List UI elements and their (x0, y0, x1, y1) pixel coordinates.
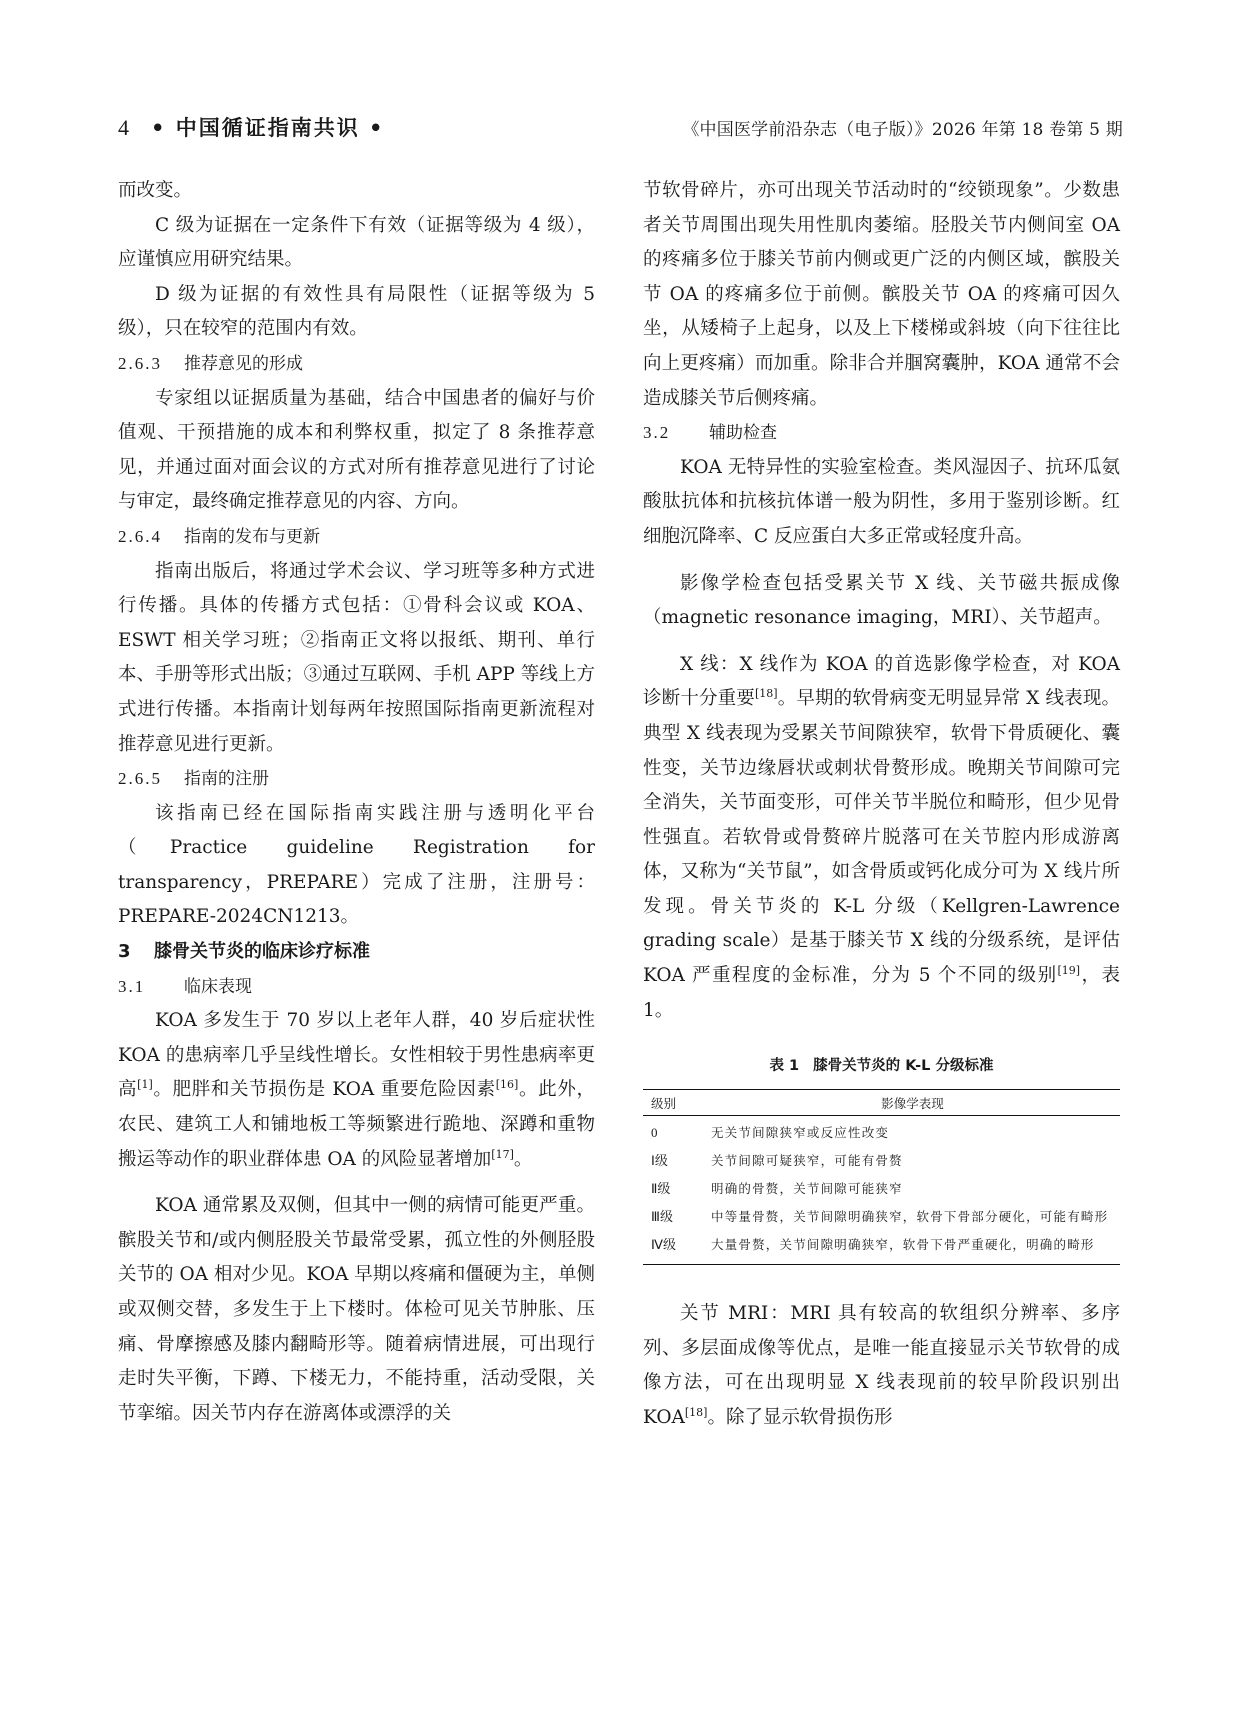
text-run: X 线：X 线作为 KOA 的首选影像学检查，对 KOA 诊断十分重要 (643, 653, 1120, 710)
text-run: KOA 多发生于 70 岁以上老年人群，40 岁后症状性 KOA 的患病率几乎呈线性增长。女性相较于男性患病率更高 (118, 1010, 595, 1101)
header-left (118, 112, 384, 142)
subsection-heading-2-6-4 (118, 520, 595, 555)
citation-ref: [1] (137, 1078, 153, 1092)
description-cell: 关节间隙可疑狭窄，可能有骨赘 (711, 1153, 903, 1169)
table-header-row (643, 1090, 1120, 1116)
column-header-imaging: 影像学表现 (705, 1090, 1120, 1116)
grade-cell: 0 (651, 1125, 658, 1141)
table-row (643, 1175, 1120, 1203)
subsection-heading-3-2 (643, 416, 1120, 451)
kl-grading-table (643, 1089, 1120, 1265)
column-title: • 中国循证指南共识 • (151, 116, 385, 140)
paragraph-grade-c: C 级为证据在一定条件下有效（证据等级为 4 级），应谨慎应用研究结果。 (118, 214, 595, 271)
paragraph-mri (643, 1297, 1120, 1435)
table-row (643, 1203, 1120, 1231)
section-number: 3.1 (118, 976, 146, 996)
grade-cell: Ⅲ级 (651, 1209, 673, 1225)
text-run: ，表 1。 (643, 965, 1120, 1021)
description-cell: 明确的骨赘，关节间隙可能狭窄 (711, 1181, 903, 1197)
paragraph-imaging-overview: 影像学检查包括受累关节 X 线、关节磁共振成像（magnetic resonance imaging，MRI）、关节超声。 (643, 572, 1120, 629)
text-run: 。 (513, 1148, 533, 1170)
text-run: 。此外，农民、建筑工人和铺地板工等频繁进行跪地、深蹲和重物搬运等动作的职业群体患 OA 的风险显著增加 (118, 1079, 595, 1170)
section-title: 推荐意见的形成 (184, 353, 303, 374)
subsection-heading-3-1 (118, 970, 595, 1005)
table-title: 膝骨关节炎的 K-L 分级标准 (813, 1058, 994, 1075)
citation-ref: [18] (754, 687, 778, 701)
citation-ref: [18] (684, 1405, 708, 1419)
section-title: 辅助检查 (709, 423, 777, 444)
table-row (643, 1116, 1120, 1148)
paragraph-registration: 该指南已经在国际指南实践注册与透明化平台（Practice guideline Registration for transparency，PREPARE）完成了注册，注册号：PREPARE-2024CN1213。 (118, 802, 595, 928)
subsection-heading-2-6-5 (118, 762, 595, 797)
section-heading-3 (118, 935, 595, 970)
paragraph-xray (643, 648, 1120, 1029)
page-number: 4 (118, 115, 129, 140)
paragraph-grade-d: D 级为证据的有效性具有局限性（证据等级为 5 级），只在较窄的范围内有效。 (118, 283, 595, 340)
section-title: 指南的发布与更新 (184, 526, 320, 547)
text-run: 。早期的软骨病变无明显异常 X 线表现。典型 X 线表现为受累关节间隙狭窄，软骨下骨质硬化、囊性变，关节边缘唇状或刺状骨赘形成。晚期关节间隙可完全消失，关节面变形，可伴关节半脱位和畸形，但少见骨性强直。若软骨或骨赘碎片脱落可在关节腔内形成游离体，又称为“关节鼠”，如含骨质或钙化成分可为 X 线片所发现。骨关节炎的 K-L 分级（Kellgren-Lawrence grading scale）是基于膝关节 X 线的分级系统，是评估 KOA 严重程度的金标准，分为 5 个不同的级别 (643, 688, 1120, 987)
journal-citation: 《中国医学前沿杂志（电子版）》2026 年第 18 卷第 5 期 (682, 120, 1123, 140)
column-header-grade: 级别 (643, 1090, 705, 1116)
paragraph-continued: 而改变。 (118, 180, 193, 201)
paragraph-recommendation-formation: 专家组以证据质量为基础，结合中国患者的偏好与价值观、干预措施的成本和利弊权重，拟定了 8 条推荐意见，并通过面对面会议的方式对所有推荐意见进行了讨论与审定，最终确定推荐意见的内容、方向。 (118, 387, 595, 513)
running-header (118, 112, 1123, 148)
subsection-heading-2-6-3 (118, 347, 595, 382)
grade-cell: Ⅱ级 (651, 1181, 671, 1197)
description-cell: 大量骨赘，关节间隙明确狭窄，软骨下骨严重硬化，明确的畸形 (711, 1237, 1095, 1253)
section-title: 膝骨关节炎的临床诊疗标准 (154, 941, 370, 963)
section-title: 指南的注册 (184, 769, 269, 790)
text-run: 关节 MRI：MRI 具有较高的软组织分辨率、多序列、多层面成像等优点，是唯一能直接显示关节软骨的成像方法，可在出现明显 X 线表现前的较早阶段识别出 KOA (643, 1303, 1120, 1429)
paragraph-lab-tests: KOA 无特异性的实验室检查。类风湿因子、抗环瓜氨酸肽抗体和抗核抗体谱一般为阴性，多用于鉴别诊断。红细胞沉降率、C 反应蛋白大多正常或轻度升高。 (643, 456, 1120, 547)
paragraph-clinical-signs: KOA 通常累及双侧，但其中一侧的病情可能更严重。髌股关节和/或内侧胫股关节最常受累，孤立性的外侧胫股关节的 OA 相对少见。KOA 早期以疼痛和僵硬为主，单侧或双侧交替，多发生于上下楼时。体检可见关节肿胀、压痛、骨摩擦感及膝内翻畸形等。随着病情进展，可出现行走时失平衡，下蹲、下楼无力，不能持重，活动受限，关节挛缩。因关节内存在游离体或漂浮的关 (118, 1195, 595, 1424)
paragraph-epidemiology (118, 1004, 595, 1177)
grade-cell: Ⅰ级 (651, 1153, 668, 1169)
description-cell: 中等量骨赘，关节间隙明确狭窄，软骨下骨部分硬化，可能有畸形 (711, 1209, 1109, 1225)
citation-ref: [19] (1057, 963, 1081, 977)
section-title: 临床表现 (184, 976, 252, 997)
section-number: 2.6.4 (118, 526, 162, 546)
text-run: 。肥胖和关节损伤是 KOA 重要危险因素 (152, 1079, 496, 1101)
paragraph-publication-update: 指南出版后，将通过学术会议、学习班等多种方式进行传播。具体的传播方式包括：①骨科会议或 KOA、ESWT 相关学习班；②指南正文将以报纸、期刊、单行本、手册等形式出版；③通过互联网、手机 APP 等线上方式进行传播。本指南计划每两年按照国际指南更新流程对推荐意见进行更新。 (118, 560, 595, 755)
table-row (643, 1231, 1120, 1265)
text-run: 。除了显示软骨损伤形 (707, 1407, 893, 1429)
description-cell: 无关节间隙狭窄或反应性改变 (711, 1125, 890, 1141)
table-caption (643, 1054, 1120, 1075)
grade-cell: Ⅳ级 (651, 1237, 676, 1253)
citation-ref: [16] (495, 1078, 519, 1092)
section-number: 3.2 (643, 423, 671, 443)
table-row (643, 1147, 1120, 1175)
section-number: 2.6.5 (118, 769, 162, 789)
table-number: 表 1 (769, 1058, 800, 1075)
left-column (118, 174, 595, 1431)
section-number: 3 (118, 941, 131, 963)
right-column (643, 174, 1120, 1436)
section-number: 2.6.3 (118, 353, 162, 373)
paragraph-continued: 节软骨碎片，亦可出现关节活动时的“绞锁现象”。少数患者关节周围出现失用性肌肉萎缩。胫股关节内侧间室 OA 的疼痛多位于膝关节前内侧或更广泛的内侧区域，髌股关节 OA 的疼痛多位于前侧。髌股关节 OA 的疼痛可因久坐，从矮椅子上起身，以及上下楼梯或斜坡（向下往往比向上更疼痛）而加重。除非合并腘窝囊肿，KOA 通常不会造成膝关节后侧疼痛。 (643, 180, 1120, 409)
citation-ref: [17] (491, 1147, 514, 1161)
